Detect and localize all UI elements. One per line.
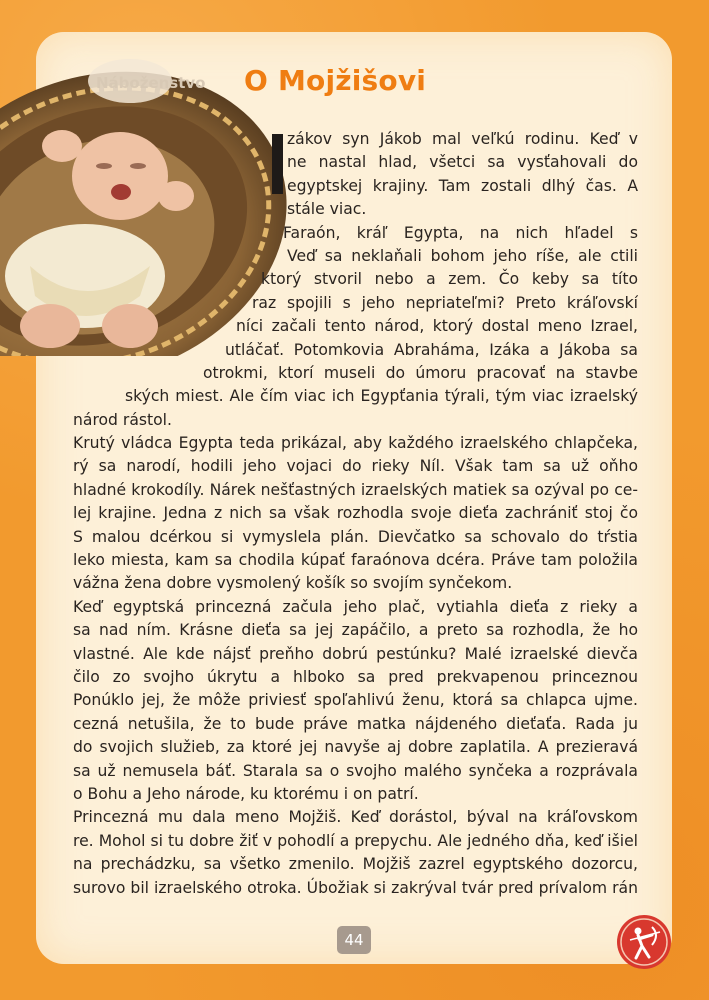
text-line: otrokmi, ktorí museli do úmoru pracovať na stavbe bbox=[203, 363, 638, 382]
text-line: Faraón, kráľ Egypta, na nich hľadel s bbox=[283, 223, 638, 242]
text-line: lej krajine. Jedna z nich sa však rozhodla svoje dieťa zachrániť stoj čo bbox=[73, 504, 638, 523]
text-line: národ rástol. bbox=[73, 410, 172, 429]
text-line: Princezná mu dala meno Mojžiš. Keď dorástol, býval na kráľovskom bbox=[73, 808, 638, 827]
text-line: re. Mohol si tu dobre žiť v pohodlí a prepychu. Ale jedného dňa, keď išiel bbox=[73, 831, 638, 850]
text-line: Keď egyptská princezná začula jeho plač, vytiahla dieťa z rieky a bbox=[73, 597, 638, 616]
text-line: o Bohu a Jeho národe, ku ktorému i on patrí. bbox=[73, 784, 419, 803]
text-line: stále viac. bbox=[287, 200, 367, 219]
text-line: utláčať. Potomkovia Abraháma, Izáka a Jákoba sa bbox=[225, 340, 638, 359]
logo-text: Náboženstvo bbox=[96, 74, 206, 92]
text-line: egyptskej krajiny. Tam zostali dlhý čas. A bbox=[287, 176, 638, 195]
article-body bbox=[73, 128, 638, 900]
text-line: S malou dcérkou si vymyslela plán. Dievčatko sa schovalo do tŕstia bbox=[73, 527, 638, 546]
text-line: Krutý vládca Egypta teda prikázal, aby každého izraelského chlapčeka, bbox=[73, 434, 638, 453]
text-line: na prechádzku, sa všetko zmenilo. Mojžiš zazrel egyptského dozorcu, bbox=[73, 855, 638, 874]
text-line: surovo bil izraelského otroka. Úbožiak si zakrýval tvár pred prívalom rán bbox=[73, 878, 638, 897]
text-line: ktorý stvoril nebo a zem. Čo keby sa títo bbox=[261, 270, 638, 289]
text-line: Veď sa neklaňali bohom jeho ríše, ale ctili bbox=[287, 246, 638, 265]
text-line: čilo zo svojho úkrytu a hlboko sa pred prekvapenou princeznou bbox=[73, 667, 638, 686]
text-line: zákov syn Jákob mal veľkú rodinu. Keď v bbox=[287, 130, 638, 148]
text-line: Ponúklo jej, že môže priviesť spoľahlivú ženu, ktorá sa chlapca ujme. bbox=[73, 691, 638, 710]
page-title: O Mojžišovi bbox=[244, 64, 427, 97]
text-line: vážna žena dobre vysmolený košík so svojím synčekom. bbox=[73, 574, 513, 593]
text-line: do svojich služieb, za ktoré jej navyše aj dobre zaplatila. A prezieravá bbox=[73, 738, 638, 757]
text-line: ne nastal hlad, všetci sa vysťahovali do bbox=[287, 153, 638, 172]
text-line: sa už nemusela báť. Starala sa o svojho malého synčeka a rozprávala bbox=[73, 761, 638, 780]
text-line: ských miest. Ale čím viac ich Egypťania týrali, tým viac izraelský bbox=[125, 387, 638, 406]
text-line: raz spojili s jeho nepriateľmi? Preto kráľovskí bbox=[252, 293, 638, 312]
archer-icon bbox=[616, 914, 672, 970]
text-line: vlastné. Ale kde nájsť preňho dobrú pestúnku? Malé izraelské dievča bbox=[73, 644, 638, 663]
text-line: cezná netušila, že to bude práve matka nájdeného dieťaťa. Rada ju bbox=[73, 714, 638, 733]
text-line: sa nad ním. Krásne dieťa sa jej zapáčilo, a preto sa rozhodla, že ho bbox=[73, 621, 638, 640]
page-number: 44 bbox=[337, 926, 371, 954]
text-line: leko miesta, kam sa chodila kúpať faraónova dcéra. Práve tam položila bbox=[73, 551, 638, 570]
text-line: níci začali tento národ, ktorý dostal meno Izrael, bbox=[236, 317, 638, 336]
text-line: hladné krokodíly. Nárek nešťastných izraelských matiek sa ozýval po ce- bbox=[73, 480, 638, 499]
text-line: rý sa narodí, hodili jeho vojaci do rieky Níl. Však tam sa už oňho bbox=[73, 457, 638, 476]
